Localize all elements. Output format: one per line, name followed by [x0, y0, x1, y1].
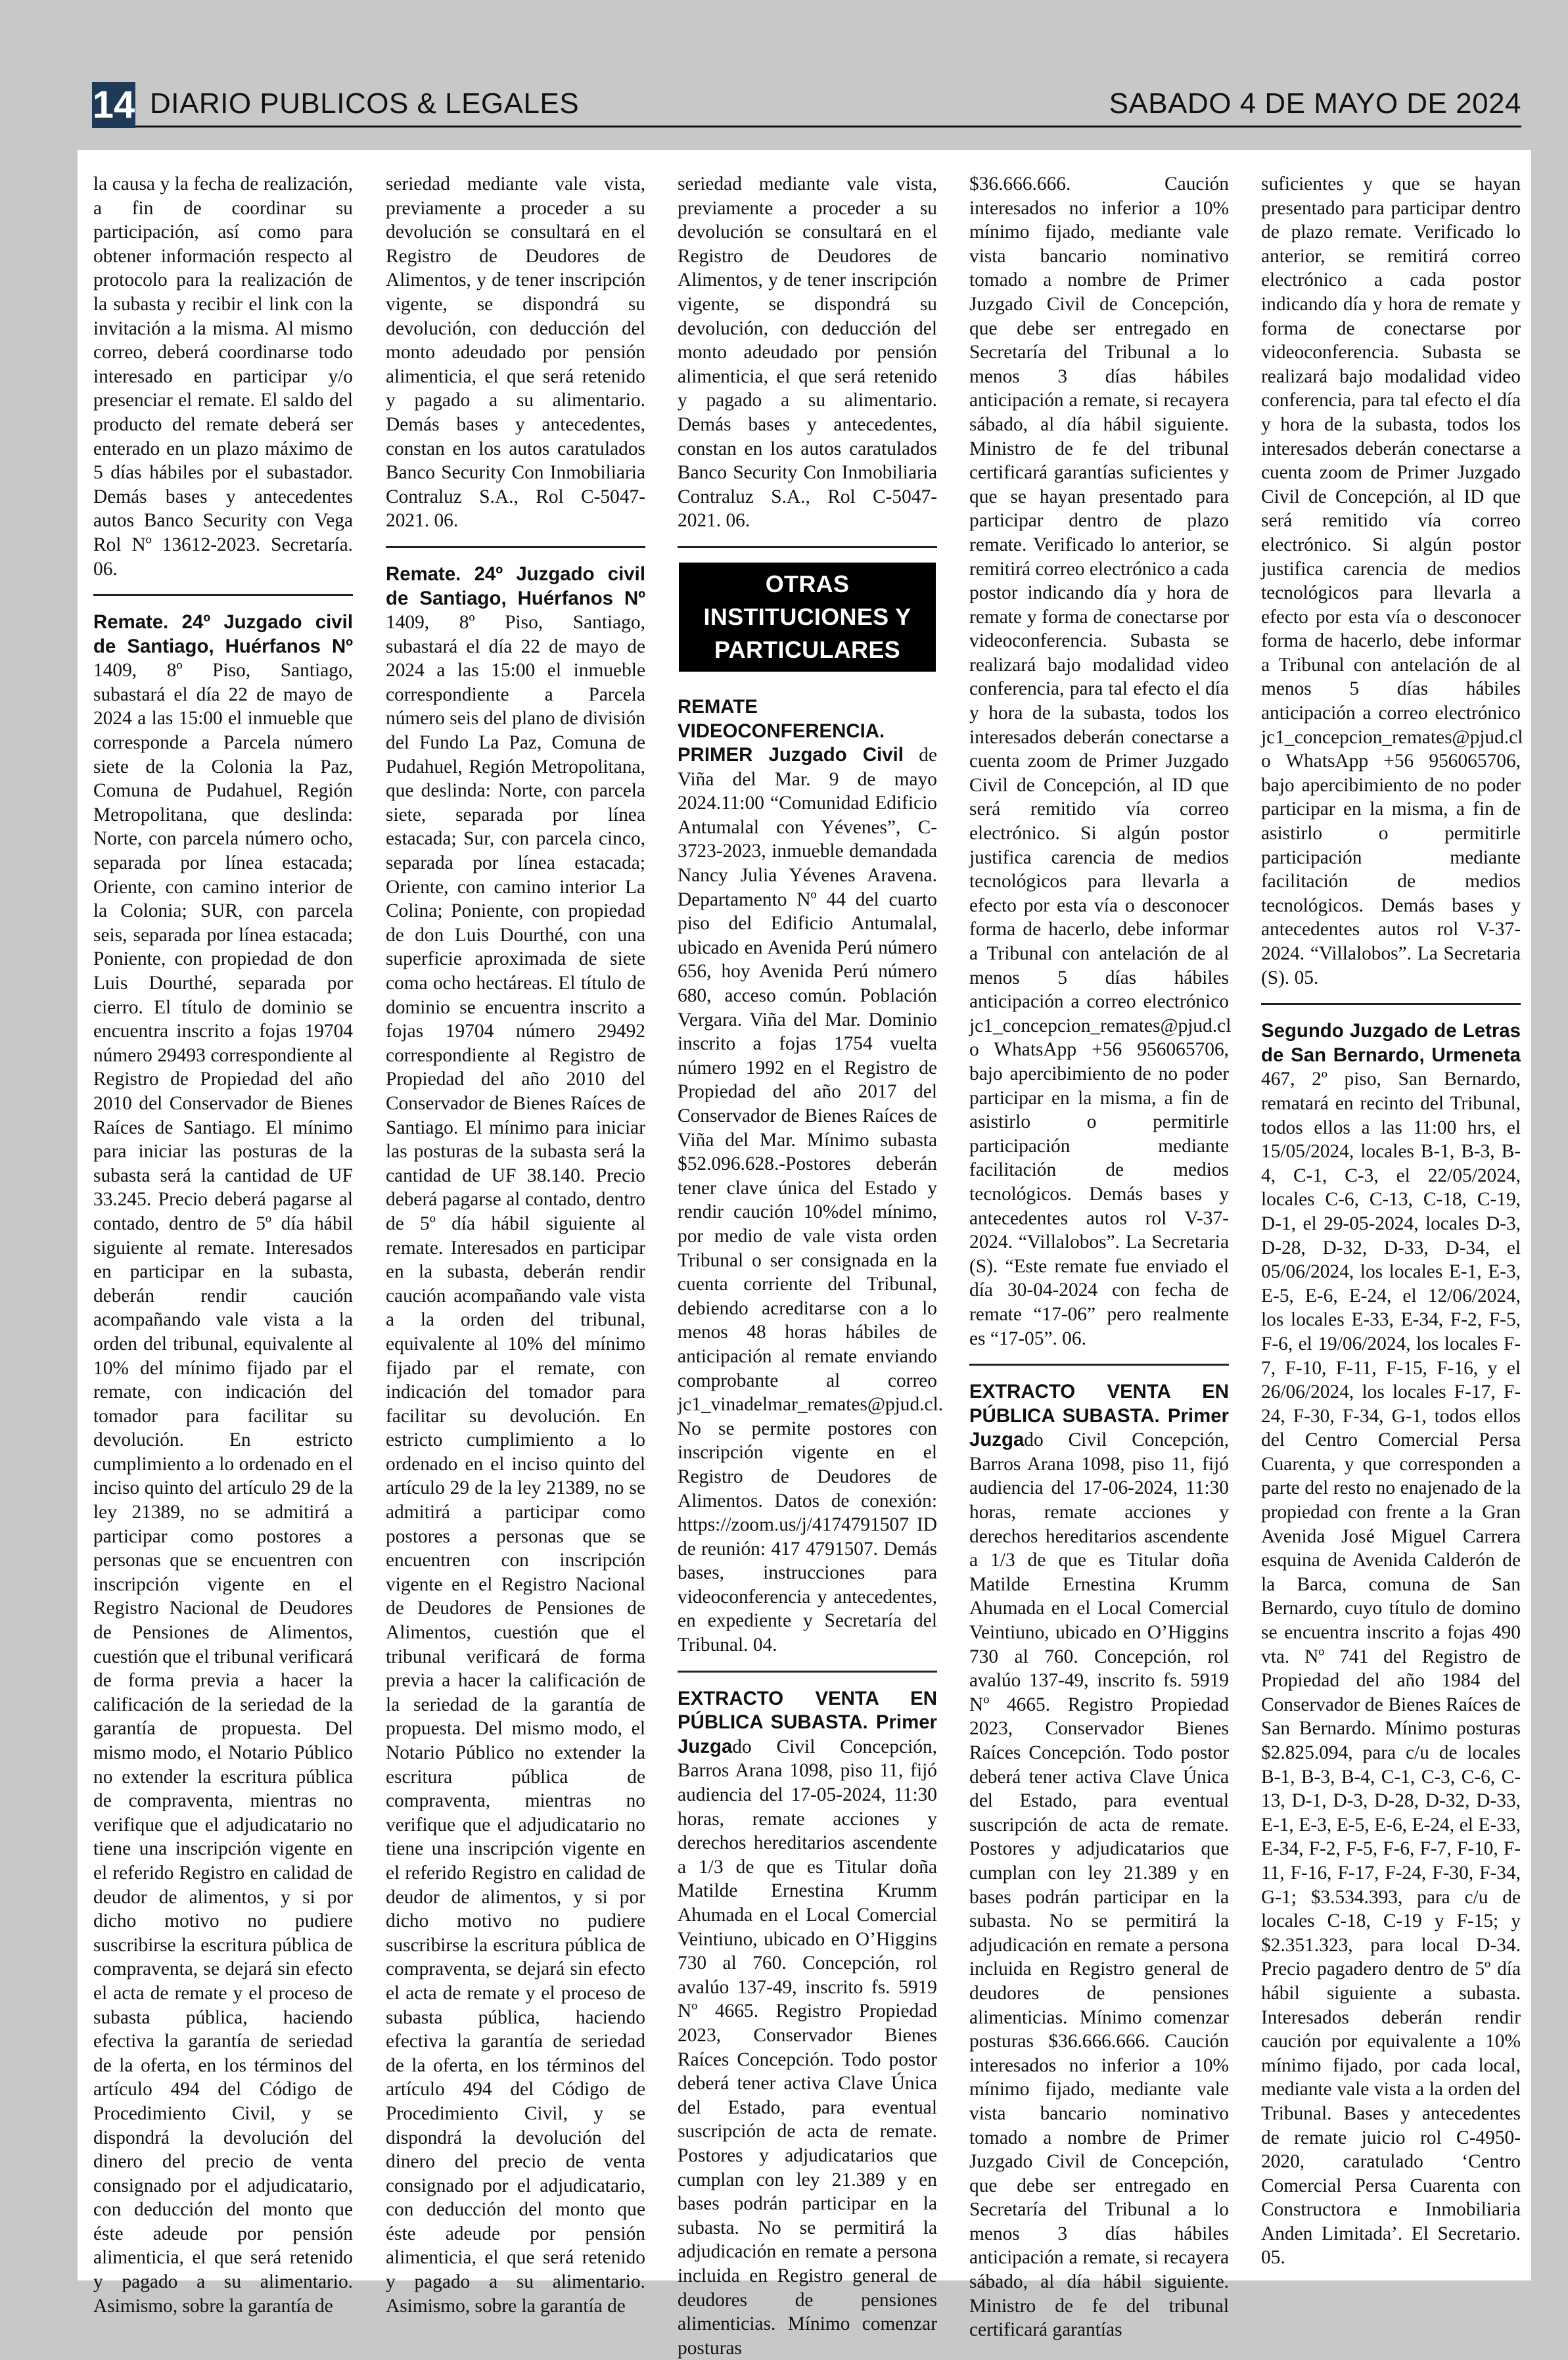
notice-paragraph [969, 172, 1232, 1351]
publication-date: SABADO 4 DE MAYO DE 2024 [1109, 87, 1521, 120]
text-column-3 [678, 172, 944, 2360]
notice-paragraph [93, 611, 353, 2318]
notice-body: la causa y la fecha de realización, a fin de coordinar su participación, así como para obtener información respecto al protocolo para la realización de la subasta y recibir el link con la invitación a la misma. Al mismo correo, deberá coordinarse todo interesado en participar y/o presenciar el remate. El saldo del producto del remate deberá ser enterado en un plazo máximo de 5 días hábiles por el subastador. Demás bases y antecedentes autos Banco Security con Vega Rol Nº 13612-2023. Secretaría. 06. [93, 174, 353, 580]
notice-paragraph [386, 563, 645, 2318]
notice-heading: EXTRACTO VENTA EN PÚBLICA SUBASTA. Primer Juzga [678, 1687, 937, 1757]
notice-paragraph [969, 1380, 1229, 2342]
notice-separator [93, 594, 353, 596]
text-column-4 [969, 172, 1232, 2342]
section-banner: OTRAS INSTITUCIONES Y PARTICULARES [679, 563, 936, 672]
header-rule [135, 126, 1521, 127]
notice-separator [1261, 1003, 1521, 1005]
notice-body: 1409, 8º Piso, Santiago, subastará el día 22 de mayo de 2024 a las 15:00 el inmueble correspondiente a Parcela número seis del plano de división del Fundo La Paz, Comuna de Pudahuel, Región Metropolitana, que deslinda: Norte, con parcela siete, separada por línea estacada; Sur, con parcela cinco, separada por línea estacada; Oriente, con camino interior La Colina; Poniente, con propiedad de don Luis Dourthé, con una superficie aproximada de siete coma ocho hectáreas. El título de dominio se encuentra inscrito a fojas 19704 número 29492 correspondiente al Registro de Propiedad del año 2010 del Conservador de Bienes Raíces de Santiago. El mínimo para iniciar las posturas de la subasta será la cantidad de UF 38.140. Precio deberá pagarse al contado, dentro de 5º día hábil siguiente al remate. Interesados en participar en la subasta, deberán rendir caución acompañando vale vista a la orden del tribunal, equivalente al 10% del mínimo fijado par el remate, con indicación del tomador para facilitar su devolución. En estricto cumplimiento a lo ordenado en el inciso quinto del artículo 29 de la ley 21389, no se admitirá a participar como postores a personas que se encuentren con inscripción vigente en el Registro Nacional de Deudores de Pensiones de Alimentos, cuestión que el tribunal verificará de forma previa a hacer la calificación de la seriedad de la garantía de propuesta. Del mismo modo, el Notario Público no extender la escritura pública de compraventa, mientras no verifique que el adjudicatario no tiene una inscripción vigente en el referido Registro en calidad de deudor de alimentos, y si por dicho motivo no pudiere suscribirse la escritura pública de compraventa, se dejará sin efecto el acta de remate y el proceso de subasta pública, haciendo efectiva la garantía de seriedad de la oferta, en los términos del artículo 494 del Código de Procedimiento Civil, y se dispondrá la devolución del dinero del precio de venta consignado por el adjudicatario, con deducción del monto que éste adeude por pensión alimenticia, el que será retenido y pagado a su alimentario. Asimismo, sobre la garantía de [386, 612, 645, 2317]
notice-paragraph [1261, 172, 1521, 990]
notice-heading: Remate. 24º Juzgado civil de Santiago, Huérfanos Nº [386, 563, 645, 609]
text-column-1 [93, 172, 353, 2318]
notice-heading: Segundo Juzgado de Letras de San Bernardo, Urmeneta [1261, 1020, 1521, 1066]
notice-body: 1409, 8º Piso, Santiago, subastará el día 22 de mayo de 2024 a las 15:00 el inmueble que corresponde a Parcela número siete de la Colonia la Paz, Comuna de Pudahuel, Región Metropolitana, que deslinda: Norte, con parcela número ocho, separada por línea estacada; Oriente, con camino interior de la Colonia; SUR, con parcela seis, separada por línea estacada; Poniente, con propiedad de don Luis Dourthé, separada por cierro. El título de dominio se encuentra inscrito a fojas 19704 número 29493 correspondiente al Registro de Propiedad del año 2010 del Conservador de Bienes Raíces de Santiago. El mínimo para iniciar las posturas de la subasta será la cantidad de UF 33.245. Precio deberá pagarse al contado, dentro de 5º día hábil siguiente al remate. Interesados en participar en la subasta, deberán rendir caución acompañando vale vista a la orden del tribunal, equivalente al 10% del mínimo fijado par el remate, con indicación del tomador para facilitar su devolución. En estricto cumplimiento a lo ordenado en el inciso quinto del artículo 29 de la ley 21389, no se admitirá a participar como postores a personas que se encuentren con inscripción vigente en el Registro Nacional de Deudores de Pensiones de Alimentos, cuestión que el tribunal verificará de forma previa a hacer la calificación de la seriedad de la garantía de propuesta. Del mismo modo, el Notario Público no extender la escritura pública de compraventa, mientras no verifique que el adjudicatario no tiene una inscripción vigente en el referido Registro en calidad de deudor de alimentos, y si por dicho motivo no pudiere suscribirse la escritura pública de compraventa, se dejará sin efecto el acta de remate y el proceso de subasta pública, haciendo efectiva la garantía de seriedad de la oferta, en los términos del artículo 494 del Código de Procedimiento Civil, y se dispondrá la devolución del dinero del precio de venta consignado por el adjudicatario, con deducción del monto que éste adeude por pensión alimenticia, el que será retenido y pagado a su alimentario. Asimismo, sobre la garantía de [93, 660, 353, 2317]
notice-separator [678, 1671, 937, 1673]
notice-paragraph [1261, 1019, 1521, 2270]
notice-paragraph [386, 172, 645, 533]
notice-paragraph [678, 172, 937, 533]
text-column-5 [1261, 172, 1521, 2270]
notice-body: seriedad mediante vale vista, previamente a proceder a su devolución se consultará en el Registro de Deudores de Alimentos, y de tener inscripción vigente, se dispondrá su devolución, con deducción del monto adeudado por pensión alimenticia, el que será retenido y pagado a su alimentario. Demás bases y antecedentes, constan en los autos caratulados Banco Security Con Inmobiliaria Contraluz S.A., Rol C-5047-2021. 06. [678, 174, 937, 532]
notice-body: $36.666.666. Caución interesados no inferior a 10% mínimo fijado, mediante vale vista bancario nominativo tomado a nombre de Primer Juzgado Civil de Concepción, que debe ser entregado en Secretaría del Tribunal a lo menos 3 días hábiles anticipación a remate, si recayera sábado, al día hábil siguiente. Ministro de fe del tribunal certificará garantías suficientes y que se hayan presentado para participar dentro de plazo remate. Verificado lo anterior, se remitirá correo electrónico a cada postor indicando día y hora de remate y forma de conectarse por videoconferencia. Subasta se realizará bajo modalidad video conferencia, para tal efecto el día y hora de la subasta, todos los interesados deberán conectarse a cuenta zoom de Primer Juzgado Civil de Concepción, al ID que será remitido vía correo electrónico. Si algún postor justifica carencia de medios tecnológicos para llevarla a efecto por esta vía o desconocer forma de hacerlo, debe informar a Tribunal con antelación de al menos 5 días hábiles anticipación a correo electrónico jc1_concepcion_remates@pjud.cl o WhatsApp +56 956065706, bajo apercibimiento de no poder participar en la misma, a fin de asistirlo o permitirle participación mediante facilitación de medios tecnológicos. Demás bases y antecedentes autos rol V-37-2024. “Villalobos”. La Secretaria (S). “Este remate fue enviado el día 30-04-2024 con fecha de remate “17-06” pero realmente es “17-05”. 06. [969, 174, 1232, 1349]
notice-heading: REMATE VIDEOCONFERENCIA. PRIMER Juzgado Civil [678, 695, 904, 766]
notice-paragraph [93, 172, 353, 581]
notice-separator [678, 546, 937, 548]
notice-body: de Viña del Mar. 9 de mayo 2024.11:00 “Comunidad Edificio Antumalal con Yévenes”, C-3723-2023, inmueble demandada Nancy Julia Yévenes Aravena. Departamento Nº 44 del cuarto piso del Edificio Antumalal, ubicado en Avenida Perú número 656, hoy Avenida Perú número 680, acceso común. Población Vergara. Viña del Mar. Dominio inscrito a fojas 1754 vuelta número 1992 en el Registro de Propiedad del año 2017 del Conservador de Bienes Raíces de Viña del Mar. Mínimo subasta $52.096.628.-Postores deberán tener clave única del Estado y rendir caución 10%del mínimo, por medio de vale vista orden Tribunal o ser consignada en la cuenta corriente del Tribunal, debiendo acreditarse con a lo menos 48 horas hábiles de anticipación al remate enviando comprobante al correo jc1_vinadelmar_remates@pjud.cl. No se permite postores con inscripción vigente en el Registro de Deudores de Alimentos. Datos de conexión: https://zoom.us/j/4174791507 ID de reunión: 417 4791507. Demás bases, instrucciones para videoconferencia y antecedentes, en expediente y Secretaría del Tribunal. 04. [678, 745, 944, 1656]
notice-body: do Civil Concepción, Barros Arana 1098, piso 11, fijó audiencia del 17-06-2024, 11:30 horas, remate acciones y derechos hereditarios ascendente a 1/3 de que es Titular doña Matilde Ernestina Krumm Ahumada en el Local Comercial Veintiuno, ubicado en O’Higgins 730 al 760. Concepción, rol avalúo 137-49, inscrito fs. 5919 Nº 4665. Registro Propiedad 2023, Conservador Bienes Raíces Concepción. Todo postor deberá tener activa Clave Única del Estado, para eventual suscripción de acta de remate. Postores y adjudicatarios que cumplan con ley 21.389 y en bases podrán participar en la subasta. No se permitirá la adjudicación en remate a persona incluida en Registro general de deudores de pensiones alimenticias. Mínimo comenzar posturas $36.666.666. Caución interesados no inferior a 10% mínimo fijado, mediante vale vista bancario nominativo tomado a nombre de Primer Juzgado Civil de Concepción, que debe ser entregado en Secretaría del Tribunal a lo menos 3 días hábiles anticipación a remate, si recayera sábado, al día hábil siguiente. Ministro de fe del tribunal certificará garantías [969, 1429, 1229, 2341]
notice-paragraph [678, 695, 944, 1657]
notice-body: suficientes y que se hayan presentado para participar dentro de plazo remate. Verificado lo anterior, se remitirá correo electrónico a cada postor indicando día y hora de remate y forma de conectarse por videoconferencia. Subasta se realizará bajo modalidad video conferencia, para tal efecto el día y hora de la subasta, todos los interesados deberán conectarse a cuenta zoom de Primer Juzgado Civil de Concepción, al ID que será remitido vía correo electrónico. Si algún postor justifica carencia de medios tecnológicos para llevarla a efecto por esta vía o desconocer forma de hacerlo, debe informar a Tribunal con antelación de al menos 5 días hábiles anticipación a correo electrónico jc1_concepcion_remates@pjud.cl o WhatsApp +56 956065706, bajo apercibimiento de no poder participar en la misma, a fin de asistirlo o permitirle participación mediante facilitación de medios tecnológicos. Demás bases y antecedentes autos rol V-37-2024. “Villalobos”. La Secretaria (S). 05. [1261, 174, 1523, 988]
notice-heading: EXTRACTO VENTA EN PÚBLICA SUBASTA. Primer Juzga [969, 1381, 1229, 1451]
notice-heading: Remate. 24º Juzgado civil de Santiago, Huérfanos Nº [93, 611, 353, 657]
notice-body: do Civil Concepción, Barros Arana 1098, piso 11, fijó audiencia del 17-05-2024, 11:30 horas, remate acciones y derechos hereditarios ascendente a 1/3 de que es Titular doña Matilde Ernestina Krumm Ahumada en el Local Comercial Veintiuno, ubicado en O’Higgins 730 al 760. Concepción, rol avalúo 137-49, inscrito fs. 5919 Nº 4665. Registro Propiedad 2023, Conservador Bienes Raíces Concepción. Todo postor deberá tener activa Clave Única del Estado, para eventual suscripción de acta de remate. Postores y adjudicatarios que cumplan con ley 21.389 y en bases podrán participar en la subasta. No se permitirá la adjudicación en remate a persona incluida en Registro general de deudores de pensiones alimenticias. Mínimo comenzar posturas [678, 1736, 937, 2359]
publication-title: DIARIO PUBLICOS & LEGALES [150, 87, 580, 120]
notice-body: seriedad mediante vale vista, previamente a proceder a su devolución se consultará en el Registro de Deudores de Alimentos, y de tener inscripción vigente, se dispondrá su devolución, con deducción del monto adeudado por pensión alimenticia, el que será retenido y pagado a su alimentario. Demás bases y antecedentes, constan en los autos caratulados Banco Security Con Inmobiliaria Contraluz S.A., Rol C-5047-2021. 06. [386, 174, 645, 532]
notice-separator [969, 1364, 1229, 1366]
text-column-2 [386, 172, 645, 2318]
page-header [92, 82, 1521, 129]
notice-paragraph [678, 1687, 937, 2360]
notice-body: 467, 2º piso, San Bernardo, rematará en recinto del Tribunal, todos ellos a las 11:00 hrs, el 15/05/2024, locales B-1, B-3, B-4, C-1, C-3, el 22/05/2024, locales C-6, C-13, C-18, C-19, D-1, el 29-05-2024, locales D-3, D-28, D-32, D-33, D-34, el 05/06/2024, los locales E-1, E-3, E-5, E-6, E-24, el 12/06/2024, los locales E-33, E-34, F-2, F-5, F-6, el 19/06/2024, los locales F-7, F-10, F-11, F-15, F-16, y el 26/06/2024, los locales F-17, F-24, F-30, F-34, G-1, todos ellos del Centro Comercial Persa Cuarenta, y que corresponden a parte del resto no enajenado de la propiedad con frente a la Gran Avenida José Miguel Carrera esquina de Avenida Calderón de la Barca, comuna de San Bernardo, cuyo título de domino se encuentra inscrito a fojas 490 vta. Nº 741 del Registro de Propiedad del año 1984 del Conservador de Bienes Raíces de San Bernardo. Mínimo posturas $2.825.094, para c/u de locales B-1, B-3, B-4, C-1, C-3, C-6, C-13, D-1, D-3, D-28, D-32, D-33, E-1, E-3, E-5, E-6, E-24, el E-33, E-34, F-2, F-5, F-6, F-7, F-10, F-11, F-16, F-17, F-24, F-30, F-34, G-1; $3.534.393, para c/u de locales C-18, C-19 y F-15; y $2.351.323, para local D-34. Precio pagadero dentro de 5º día hábil siguiente a subasta. Interesados deberán rendir caución por equivalente a 10% mínimo fijado, por cada local, mediante vale vista a la orden del Tribunal. Bases y antecedentes de remate juicio rol C-4950-2020, caratulado ‘Centro Comercial Persa Cuarenta con Constructora e Inmobiliaria Anden Limitada’. El Secretario. 05. [1261, 1069, 1521, 2269]
page-number: 14 [92, 82, 135, 128]
notice-separator [386, 546, 645, 548]
